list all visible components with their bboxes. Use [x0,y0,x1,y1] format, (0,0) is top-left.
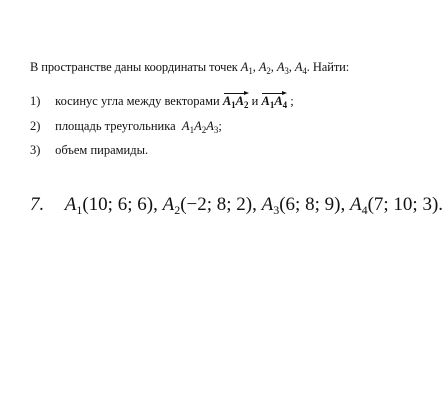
item-number: 3) [30,143,41,157]
item-text: косинус угла между векторами [55,94,220,108]
item-number: 2) [30,119,41,133]
variant-number: 7. [30,194,45,215]
intro-find: Найти: [312,60,350,74]
point-label: $A_3$ [276,60,289,76]
task-item-2: 2) площадь треугольника $A_1A_2A_3$; [30,119,222,135]
vector-arrow-icon [261,91,287,95]
point-label: $A_4$ [294,60,307,76]
task-intro: В пространстве даны координаты точек $A_1$, $A_2$, $A_3$, $A_4$. Найти: [30,60,350,76]
intro-text: В пространстве даны координаты точек [30,60,238,74]
point-label: $A_1$ [240,60,253,76]
item-text: площадь треугольника [55,119,176,133]
item-text: объем пирамиды. [55,143,149,157]
variant-point-1: $A_1(10$; 6; 6), [64,194,163,217]
vector-arrow-icon [223,91,249,95]
item-number: 1) [30,94,41,108]
triangle-label: $A_1A_2A_3$ [181,119,219,135]
variant-point-4: $A_4(7$; 10; 3). [349,194,443,217]
vector-a1a4: $A_1A_4$ [261,91,287,110]
task-item-3 [30,143,149,157]
point-label: $A_2$ [258,60,271,76]
variant-point-2: $A_2(-2$; 8; 2), [162,194,262,217]
task-item-1: 1) косинус угла между векторами $A_1A_2$ и $A_1A_4$ ; [30,91,294,110]
variant-point-3: $A_3(6$; 8; 9), [261,194,350,217]
conjunction: и [251,94,259,108]
variant-7 [30,194,443,218]
vector-a1a2: $A_1A_2$ [223,91,249,110]
